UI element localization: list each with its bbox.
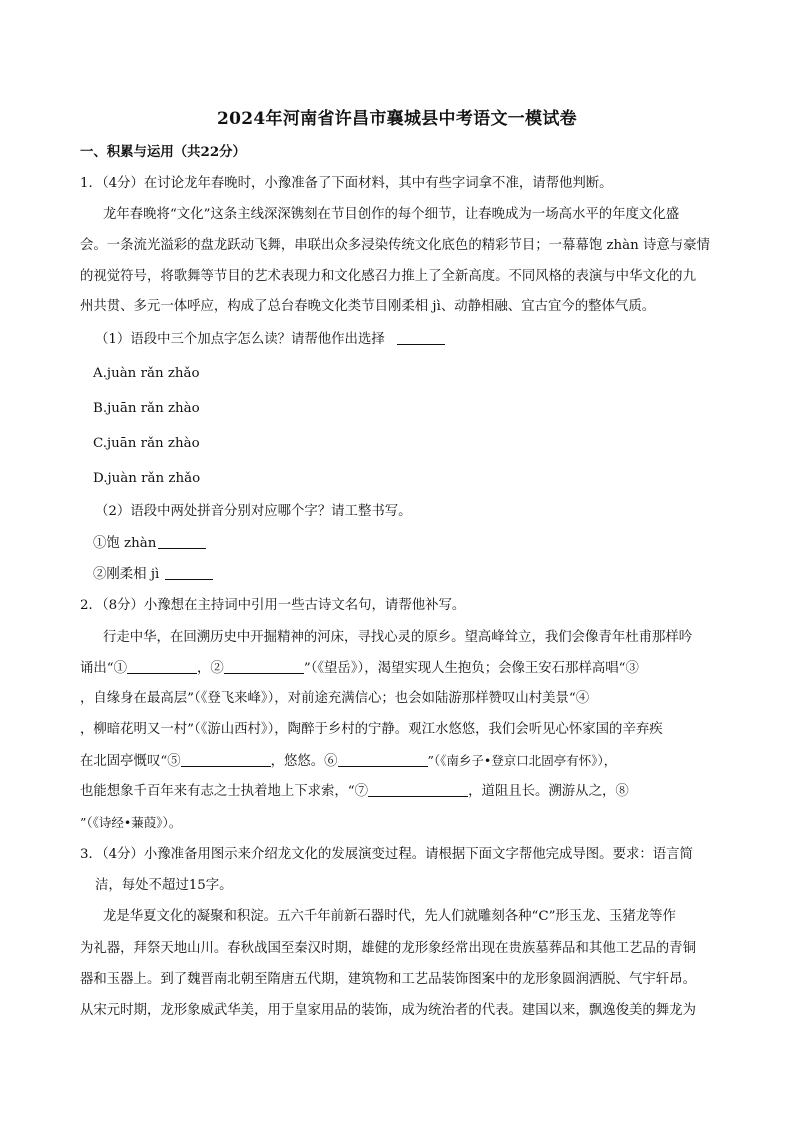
q2-text-line: ，自缘身在最高层”（《登飞来峰》），对前途充满信心；也会如陆游那样赞叹山村美景“④	[80, 691, 590, 706]
q2-text: ，②	[197, 661, 224, 676]
q2-text: ”（《南乡子•登京口北固亭有怀》），	[427, 753, 617, 768]
q3-passage-line: 为礼器，拜祭天地山川。春秋战国至秦汉时期，雄健的龙形象经常出现在贵族墓葬品和其他工艺品的青铜	[80, 941, 696, 956]
q2-text: ，悠悠。⑥	[270, 754, 338, 769]
option-c: C.juān rǎn zhào	[93, 436, 200, 451]
q2-text: 也能想象千百年来有志之士执着地上下求索，“⑦	[80, 784, 369, 799]
q1-stem: 1．（4分）在讨论龙年春晚时，小豫准备了下面材料，其中有些字词拿不准，请帮他判断。	[80, 176, 613, 191]
q2-text: 在北固亭慨叹“⑤	[80, 754, 181, 769]
q2-text-line	[80, 783, 629, 801]
option-b: B.juān rǎn zhào	[93, 401, 200, 416]
q2-text: 诵出“①	[80, 661, 128, 676]
answer-label: ②刚柔相 jì	[93, 567, 160, 582]
q3-stem: 洁，每处不超过15字。	[95, 878, 233, 893]
q2-text-line: 行走中华，在回溯历史中开掘精神的河床，寻找心灵的原乡。望高峰耸立，我们会像青年杜甫那样吟	[103, 630, 693, 645]
q3-stem: 3．（4分）小豫准备用图示来介绍龙文化的发展演变过程。请根据下面文字帮他完成导图。要求：语言简	[80, 847, 693, 862]
q3-passage-line: 从宋元时期，龙形象威武华美，用于皇家用品的装饰，成为统治者的代表。建国以来，飘逸俊美的舞龙为	[80, 1003, 696, 1018]
q1-passage-line: 龙年春晚将“文化”这条主线深深镌刻在节目创作的每个细节，让春晚成为一场高水平的年度文化盛	[103, 207, 680, 222]
q2-stem: 2．（8分）小豫想在主持词中引用一些古诗文名句，请帮他补写。	[80, 598, 466, 613]
section-heading: 一、积累与运用（共22分）	[80, 144, 246, 160]
q3-passage-line: 器和玉器上。到了魏晋南北朝至隋唐五代期，建筑物和工艺品装饰图案中的龙形象圆润洒脱、气宇轩昂。	[80, 972, 696, 987]
answer-blank[interactable]	[224, 660, 304, 674]
answer-blank[interactable]	[181, 753, 271, 767]
q2-text-line	[80, 752, 616, 771]
option-d: D.juàn rǎn zhǎo	[93, 471, 201, 486]
q2-text-line: ，柳暗花明又一村”（《游山西村》），陶醉于乡村的宁静。观江水悠悠，我们会听见心怀家国的辛弃疾	[80, 722, 663, 737]
q1-answer-2	[93, 566, 213, 584]
answer-blank[interactable]	[368, 783, 468, 797]
answer-blank[interactable]	[158, 535, 206, 549]
q1-passage-line: 的视觉符号，将歌舞等节目的艺术表现力和文化感召力推上了全新高度。不同风格的表演与中华文化的九	[80, 269, 696, 284]
page-title: 2024年河南省许昌市襄城县中考语文一模试卷	[217, 109, 577, 129]
answer-blank[interactable]	[165, 566, 213, 580]
answer-blank[interactable]	[338, 753, 428, 767]
answer-blank[interactable]	[397, 331, 445, 345]
answer-blank[interactable]	[127, 660, 197, 674]
q1-passage-line: 州共贯、多元一体呼应，构成了总台春晚文化类节目刚柔相 jì、动静相融、宜古宜今的整体气质。	[80, 299, 656, 314]
q1-sub1	[95, 331, 445, 349]
q2-text-line	[80, 660, 639, 678]
q2-text: ，道阻且长。溯游从之，⑧	[468, 784, 629, 799]
answer-label: ①饱 zhàn	[93, 536, 157, 551]
q2-text-line: ”（《诗经•蒹葭》）。	[80, 815, 182, 830]
option-a: A.juàn rǎn zhǎo	[93, 366, 200, 381]
q3-passage-line: 龙是华夏文化的凝聚和积淀。五六千年前新石器时代，先人们就雕刻各种“C”形玉龙、玉猪龙等作	[103, 909, 676, 924]
q1-passage-line: 会。一条流光溢彩的盘龙跃动飞舞，串联出众多浸染传统文化底色的精彩节目；一幕幕饱 zhàn 诗意与豪情	[80, 238, 710, 253]
q1-answer-1	[93, 535, 206, 553]
q1-sub1-text: （1）语段中三个加点字怎么读？请帮他作出选择	[95, 332, 385, 347]
q2-text: ”（《望岳》），渴望实现人生抱负；会像王安石那样高唱“③	[303, 661, 639, 676]
q1-sub2: （2）语段中两处拼音分别对应哪个字？请工整书写。	[95, 504, 412, 519]
